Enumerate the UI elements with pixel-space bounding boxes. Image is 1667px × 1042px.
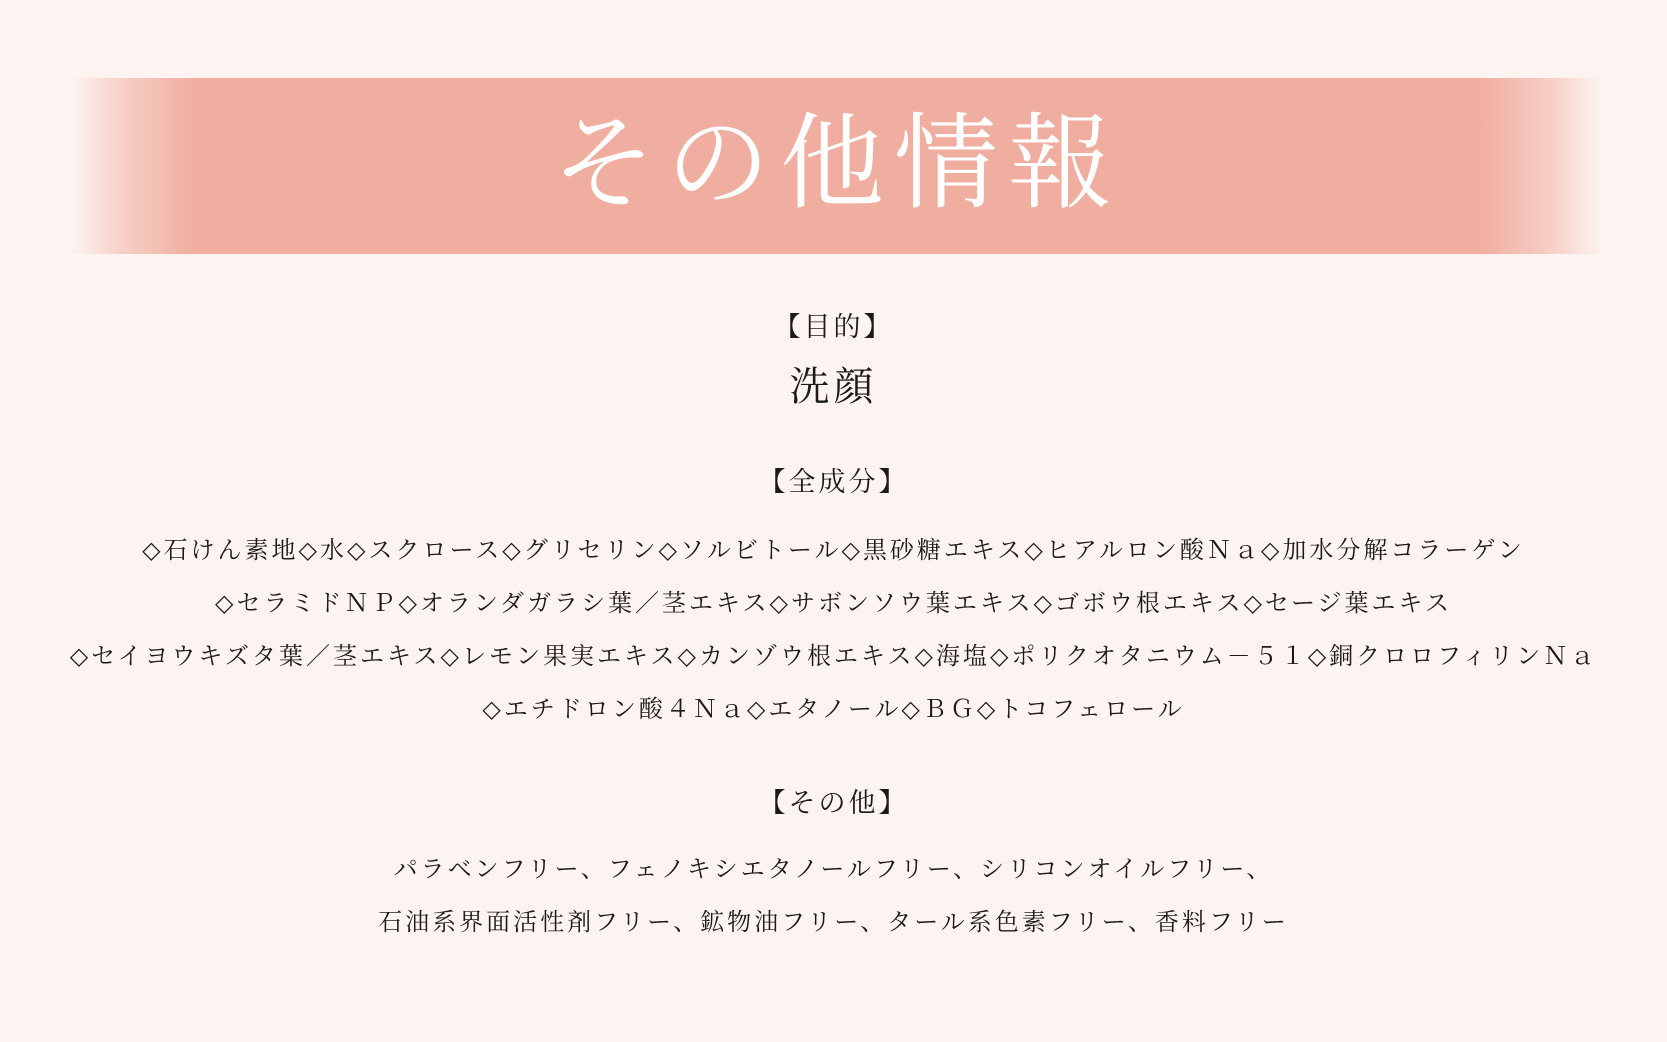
purpose-section — [0, 310, 1667, 411]
ingredients-line: ◇エチドロン酸４Ｎａ◇エタノール◇ＢＧ◇トコフェロール — [482, 695, 1185, 724]
info-content — [0, 310, 1667, 949]
other-heading: 【その他】 — [758, 788, 909, 820]
other-list — [0, 843, 1667, 949]
purpose-value: 洗顔 — [789, 364, 878, 411]
ingredients-section — [0, 465, 1667, 736]
other-line: 石油系界面活性剤フリー、鉱物油フリー、タール系色素フリー、香料フリー — [378, 908, 1289, 937]
ingredients-list — [0, 524, 1667, 736]
ingredients-line: ◇セイヨウキズタ葉／茎エキス◇レモン果実エキス◇カンゾウ根エキス◇海塩◇ポリクオタニウム－５１◇銅クロロフィリンＮａ — [69, 642, 1598, 671]
other-line: パラベンフリー、フェノキシエタノールフリー、シリコンオイルフリー、 — [393, 855, 1274, 884]
purpose-heading: 【目的】 — [773, 312, 894, 343]
ingredients-line: ◇セラミドＮＰ◇オランダガラシ葉／茎エキス◇サボンソウ葉エキス◇ゴボウ根エキス◇セージ葉エキス — [215, 589, 1452, 618]
ingredients-line: ◇石けん素地◇水◇スクロース◇グリセリン◇ソルビトール◇黒砂糖エキス◇ヒアルロン酸Ｎａ◇加水分解コラーゲン — [142, 536, 1525, 565]
page-title: その他情報 — [551, 102, 1122, 224]
other-section — [0, 786, 1667, 949]
ingredients-heading: 【全成分】 — [758, 467, 909, 499]
title-banner — [72, 78, 1602, 254]
